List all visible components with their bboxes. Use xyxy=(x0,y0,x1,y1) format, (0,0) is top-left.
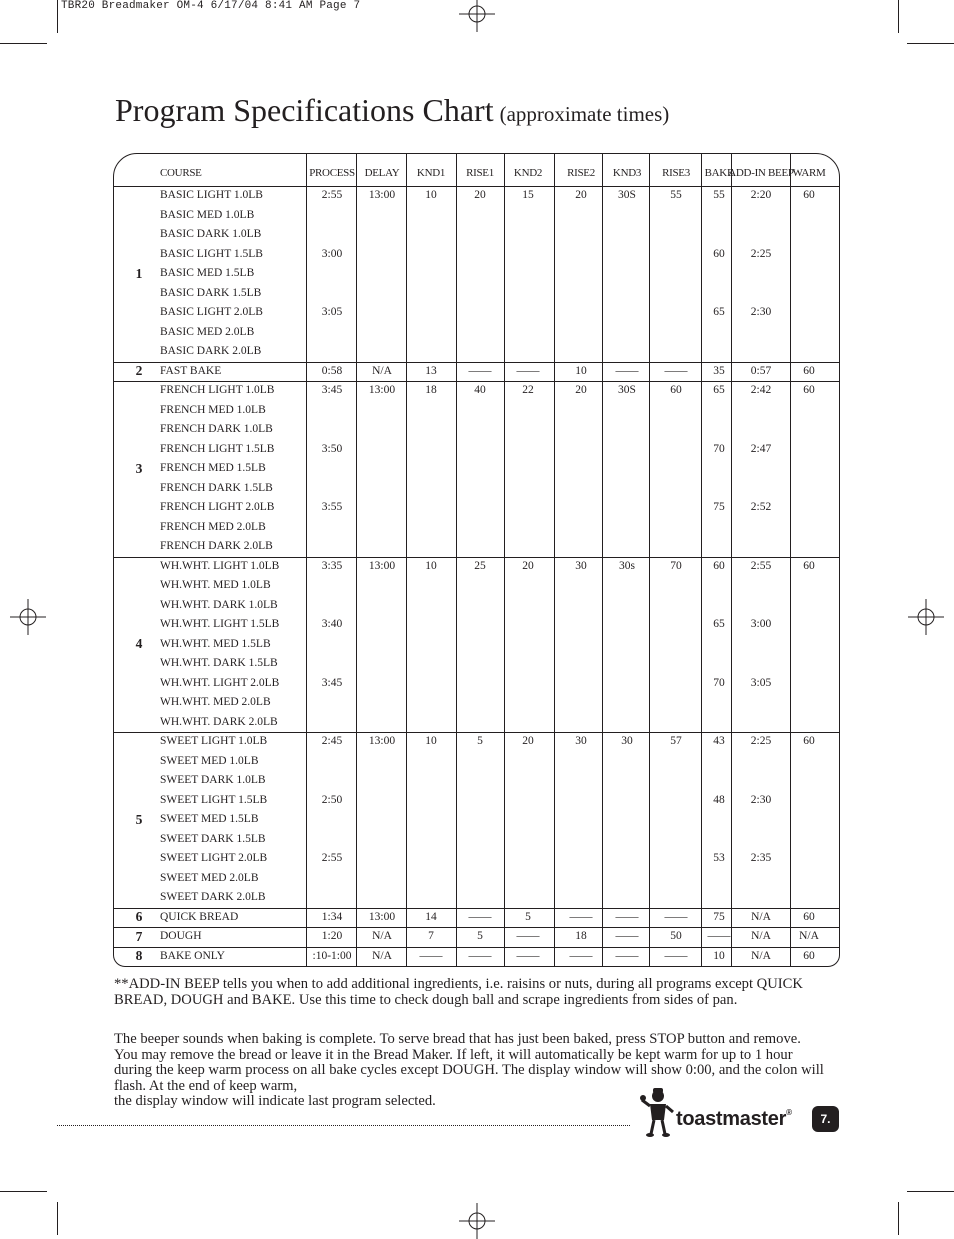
table-cell: 60 xyxy=(803,384,815,396)
course-name: BAKE ONLY xyxy=(160,949,225,962)
table-cell: 60 xyxy=(803,189,815,201)
crop-mark xyxy=(907,43,954,44)
table-cell: 3:45 xyxy=(321,384,343,396)
course-name: BASIC LIGHT 1.0LB xyxy=(160,189,263,201)
table-cell: 65 xyxy=(713,618,725,630)
table-cell: 3:40 xyxy=(321,618,343,630)
page-number: 7. xyxy=(812,1106,839,1132)
table-cell: 20 xyxy=(474,189,486,201)
table-cell: 22 xyxy=(522,384,534,396)
table-cell: —— xyxy=(516,930,540,942)
course-name: WH.WHT. LIGHT 1.5LB xyxy=(160,618,280,630)
program-divider xyxy=(114,732,839,733)
column-header: RISE1 xyxy=(466,167,494,179)
table-cell: —— xyxy=(615,364,639,377)
table-cell: N/A xyxy=(372,930,392,942)
table-cell: N/A xyxy=(751,910,771,923)
column-header: WARM xyxy=(792,167,826,179)
table-cell: 65 xyxy=(713,384,725,396)
table-cell: 60 xyxy=(670,384,682,396)
table-cell: 60 xyxy=(713,559,725,572)
program-number: 6 xyxy=(135,909,143,925)
table-cell: 60 xyxy=(803,364,815,377)
table-cell: 70 xyxy=(670,559,682,572)
program-number: 2 xyxy=(135,363,143,379)
chef-mascot-icon xyxy=(640,1088,676,1138)
table-cell: 14 xyxy=(425,910,437,923)
table-cell: 1:20 xyxy=(321,930,343,942)
table-cell: 2:45 xyxy=(321,735,343,747)
table-cell: 20 xyxy=(575,384,587,396)
course-name: BASIC DARK 1.5LB xyxy=(160,286,262,299)
table-cell: —— xyxy=(569,949,593,962)
course-name: FRENCH MED 1.5LB xyxy=(160,462,266,474)
table-cell: 30 xyxy=(575,735,587,747)
course-name: BASIC LIGHT 1.5LB xyxy=(160,247,263,260)
course-name: SWEET LIGHT 1.5LB xyxy=(160,793,268,806)
course-name: FRENCH MED 2.0LB xyxy=(160,520,266,533)
table-cell: 30 xyxy=(575,559,587,572)
course-name: SWEET LIGHT 1.0LB xyxy=(160,735,268,747)
table-cell: 60 xyxy=(803,559,815,572)
course-name: FRENCH LIGHT 1.0LB xyxy=(160,384,275,396)
course-name: FRENCH LIGHT 2.0LB xyxy=(160,501,275,513)
table-cell: 10 xyxy=(713,949,725,962)
table-cell: 2:50 xyxy=(321,793,343,806)
table-cell: N/A xyxy=(751,949,771,962)
registration-mark-icon xyxy=(459,0,495,32)
table-cell: N/A xyxy=(751,930,771,942)
table-cell: 20 xyxy=(522,735,534,747)
table-cell: 25 xyxy=(474,559,486,572)
table-cell: 48 xyxy=(713,793,725,806)
table-cell: —— xyxy=(516,364,540,377)
registration-mark-icon xyxy=(908,599,944,635)
crop-mark xyxy=(907,1191,954,1192)
table-cell: 13 xyxy=(425,364,437,377)
print-slug: TBR20 Breadmaker OM-4 6/17/04 8:41 AM Page 7 xyxy=(61,0,361,12)
course-name: SWEET MED 1.0LB xyxy=(160,754,259,767)
course-name: WH.WHT. LIGHT 1.0LB xyxy=(160,559,280,572)
table-cell: 10 xyxy=(425,735,437,747)
table-cell: 2:47 xyxy=(750,442,772,455)
table-cell: 13:00 xyxy=(368,559,396,572)
course-name: WH.WHT. DARK 1.5LB xyxy=(160,657,278,669)
table-cell: 13:00 xyxy=(368,910,396,923)
course-name: SWEET DARK 2.0LB xyxy=(160,891,266,903)
course-name: BASIC DARK 2.0LB xyxy=(160,345,262,357)
table-cell: 20 xyxy=(575,189,587,201)
table-cell: 2:35 xyxy=(750,852,772,864)
table-cell: 10 xyxy=(425,559,437,572)
table-cell: 55 xyxy=(713,189,725,201)
program-number: 1 xyxy=(135,265,143,281)
table-cell: N/A xyxy=(799,930,819,942)
logo-wordmark: toastmaster xyxy=(676,1108,787,1130)
course-name: SWEET MED 1.5LB xyxy=(160,813,259,825)
course-name: WH.WHT. MED 1.5LB xyxy=(160,637,271,650)
program-divider xyxy=(114,947,839,948)
table-cell: 13:00 xyxy=(368,384,396,396)
table-cell: 13:00 xyxy=(368,735,396,747)
registration-mark-icon xyxy=(459,1203,495,1239)
course-name: BASIC DARK 1.0LB xyxy=(160,228,262,240)
table-cell: 60 xyxy=(803,735,815,747)
table-cell: —— xyxy=(516,949,540,962)
table-cell: 1:34 xyxy=(321,910,343,923)
program-specifications-table xyxy=(113,153,840,967)
table-cell: 2:55 xyxy=(321,189,343,201)
table-cell: —— xyxy=(468,949,492,962)
program-number: 3 xyxy=(135,460,143,476)
table-cell: 65 xyxy=(713,306,725,318)
column-divider xyxy=(406,154,407,966)
table-cell: 2:30 xyxy=(750,793,772,806)
table-cell: 3:55 xyxy=(321,501,343,513)
table-cell: 7 xyxy=(428,930,434,942)
toastmaster-logo xyxy=(640,1088,810,1138)
table-cell: 3:45 xyxy=(321,676,343,689)
table-cell: 0:58 xyxy=(321,364,343,377)
table-cell: 60 xyxy=(713,247,725,260)
table-cell: 18 xyxy=(575,930,587,942)
table-cell: —— xyxy=(707,930,731,942)
crop-mark xyxy=(57,1202,58,1235)
title-main: Program Specifications Chart xyxy=(115,92,494,128)
table-cell: 10 xyxy=(575,364,587,377)
title-sub: (approximate times) xyxy=(499,102,670,126)
column-divider xyxy=(554,154,555,966)
add-in-beep-note: **ADD-IN BEEP tells you when to add additional ingredients, i.e. raisins or nuts, during all programs except QUICK BREAD, DOUGH and BAKE. Use this time to check dough ball and scrape ingredients from sides of pan. xyxy=(114,976,803,1008)
table-cell: 5 xyxy=(477,930,483,942)
course-name: QUICK BREAD xyxy=(160,910,239,923)
course-name: FRENCH LIGHT 1.5LB xyxy=(160,442,275,455)
column-header: KND1 xyxy=(416,167,446,179)
table-cell: 20 xyxy=(522,559,534,572)
course-name: SWEET LIGHT 2.0LB xyxy=(160,852,268,864)
table-cell: 43 xyxy=(713,735,725,747)
course-name: FRENCH DARK 2.0LB xyxy=(160,540,273,552)
table-cell: 2:42 xyxy=(750,384,772,396)
table-cell: 30 xyxy=(621,735,633,747)
course-name: FRENCH DARK 1.0LB xyxy=(160,423,273,435)
crop-mark xyxy=(0,1191,47,1192)
course-name: SWEET DARK 1.5LB xyxy=(160,832,266,845)
table-cell: 2:55 xyxy=(750,559,772,572)
header-divider xyxy=(114,186,839,187)
beeper-note-last-line: the display window will indicate last program selected. xyxy=(114,1093,436,1109)
program-number: 7 xyxy=(135,928,143,944)
column-header: PROCESS xyxy=(309,167,355,179)
table-cell: 30S xyxy=(618,384,636,396)
column-header: DELAY xyxy=(364,167,400,179)
course-name: DOUGH xyxy=(160,930,202,942)
table-cell: 40 xyxy=(474,384,486,396)
column-divider xyxy=(649,154,650,966)
column-divider xyxy=(306,154,307,966)
course-name: SWEET DARK 1.0LB xyxy=(160,774,266,786)
course-name: BASIC MED 1.0LB xyxy=(160,208,255,221)
table-cell: 0:57 xyxy=(750,364,772,377)
registration-mark-icon xyxy=(10,599,46,635)
table-cell: 2:30 xyxy=(750,306,772,318)
column-header: BAKE xyxy=(704,167,734,179)
registered-mark: ® xyxy=(786,1108,792,1117)
column-header: COURSE xyxy=(160,167,202,179)
table-cell: N/A xyxy=(372,364,392,377)
table-cell: 10 xyxy=(425,189,437,201)
column-divider xyxy=(731,154,732,966)
table-cell: —— xyxy=(419,949,443,962)
table-cell: 53 xyxy=(713,852,725,864)
table-cell: 2:25 xyxy=(750,247,772,260)
course-name: FAST BAKE xyxy=(160,364,222,377)
table-cell: 60 xyxy=(803,949,815,962)
divider xyxy=(57,1125,630,1126)
table-cell: 15 xyxy=(522,189,534,201)
table-cell: 3:00 xyxy=(750,618,772,630)
table-cell: 75 xyxy=(713,910,725,923)
table-cell: —— xyxy=(468,910,492,923)
table-cell: 30s xyxy=(619,559,635,572)
course-name: WH.WHT. MED 1.0LB xyxy=(160,579,271,591)
crop-mark xyxy=(0,43,47,44)
table-cell: 2:25 xyxy=(750,735,772,747)
crop-mark xyxy=(57,0,58,33)
table-cell: 5 xyxy=(477,735,483,747)
table-cell: 75 xyxy=(713,501,725,513)
table-cell: 3:05 xyxy=(750,676,772,689)
table-cell: 35 xyxy=(713,364,725,377)
column-header: KND2 xyxy=(513,167,543,179)
course-name: WH.WHT. DARK 2.0LB xyxy=(160,715,278,728)
course-name: BASIC MED 1.5LB xyxy=(160,267,255,279)
table-cell: 13:00 xyxy=(368,189,396,201)
course-name: WH.WHT. LIGHT 2.0LB xyxy=(160,676,280,689)
table-cell: 2:52 xyxy=(750,501,772,513)
table-cell: 3:35 xyxy=(321,559,343,572)
table-cell: —— xyxy=(615,910,639,923)
table-cell: —— xyxy=(664,910,688,923)
course-name: SWEET MED 2.0LB xyxy=(160,871,259,884)
table-cell: —— xyxy=(615,949,639,962)
table-cell: 50 xyxy=(670,930,682,942)
course-name: WH.WHT. MED 2.0LB xyxy=(160,696,271,708)
beeper-note: The beeper sounds when baking is complete. To serve bread that has just been baked, press STOP button and remove. You may remove the bread or leave it in the Bread Maker. If left, it will automatically be kept warm for up to 1 hour during the keep warm process on all bake cycles except DOUGH. The display window will show 0:00, and the colon will flash. At the end of keep warm, xyxy=(114,1031,824,1094)
table-cell: —— xyxy=(664,949,688,962)
column-header: RISE2 xyxy=(567,167,595,179)
column-header: RISE3 xyxy=(662,167,690,179)
program-divider xyxy=(114,381,839,382)
table-cell: 70 xyxy=(713,442,725,455)
table-cell: —— xyxy=(569,910,593,923)
program-number: 8 xyxy=(135,948,143,964)
column-divider xyxy=(701,154,702,966)
table-cell: 18 xyxy=(425,384,437,396)
page-title xyxy=(115,92,669,129)
table-cell: 57 xyxy=(670,735,682,747)
table-cell: :10-1:00 xyxy=(312,949,352,962)
table-cell: N/A xyxy=(372,949,392,962)
table-cell: 30S xyxy=(618,189,636,201)
column-divider xyxy=(456,154,457,966)
course-name: FRENCH MED 1.0LB xyxy=(160,403,266,416)
course-name: BASIC MED 2.0LB xyxy=(160,325,255,338)
program-divider xyxy=(114,362,839,363)
program-divider xyxy=(114,908,839,909)
table-cell: —— xyxy=(468,364,492,377)
course-name: WH.WHT. DARK 1.0LB xyxy=(160,598,278,611)
table-cell: 3:05 xyxy=(321,306,343,318)
table-cell: 60 xyxy=(803,910,815,923)
program-divider xyxy=(114,927,839,928)
column-divider xyxy=(504,154,505,966)
table-cell: —— xyxy=(615,930,639,942)
column-header: ADD-IN BEEP xyxy=(728,167,794,179)
table-cell: 3:50 xyxy=(321,442,343,455)
table-cell: 5 xyxy=(525,910,531,923)
table-cell: 2:55 xyxy=(321,852,343,864)
table-cell: —— xyxy=(664,364,688,377)
program-number: 5 xyxy=(135,811,143,827)
column-divider xyxy=(790,154,791,966)
program-number: 4 xyxy=(135,636,143,652)
table-cell: 55 xyxy=(670,189,682,201)
crop-mark xyxy=(898,1202,899,1235)
course-name: FRENCH DARK 1.5LB xyxy=(160,481,273,494)
table-cell: 70 xyxy=(713,676,725,689)
column-divider xyxy=(602,154,603,966)
course-name: BASIC LIGHT 2.0LB xyxy=(160,306,263,318)
table-cell: 2:20 xyxy=(750,189,772,201)
column-header: KND3 xyxy=(612,167,642,179)
table-cell: 3:00 xyxy=(321,247,343,260)
crop-mark xyxy=(898,0,899,33)
column-divider xyxy=(356,154,357,966)
program-divider xyxy=(114,557,839,558)
